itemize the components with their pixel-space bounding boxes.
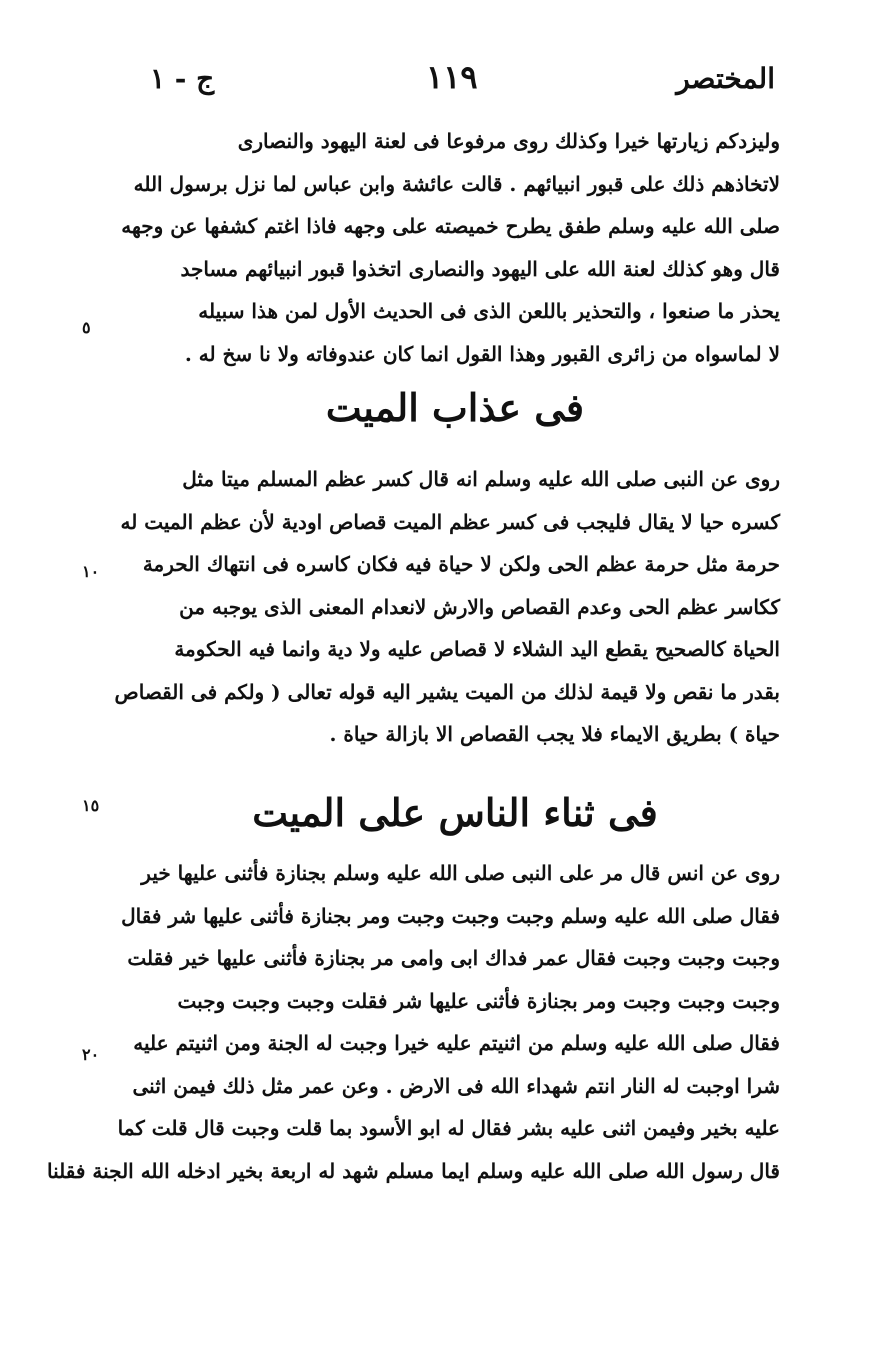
line-number-5: ٥: [82, 318, 91, 337]
text-line: وليزدكم زيارتها خيرا وكذلك روى مرفوعا فى لعنة اليهود والنصارى: [237, 129, 780, 153]
section-heading-torment: فى عذاب الميت: [325, 385, 585, 430]
page-header: [150, 58, 775, 104]
page-number: ١١٩: [426, 58, 478, 96]
text-line: وجبت وجبت وجبت فقال عمر فداك ابى وامى مر بجنازة فأثنى عليها خير فقلت: [127, 946, 780, 970]
text-line: الحياة كالصحيح يقطع اليد الشلاء لا قصاص عليه ولا دية وانما فيه الحكومة: [174, 637, 780, 661]
paragraph-torment: [114, 458, 780, 756]
text-line: شرا اوجبت له النار انتم شهداء الله فى الارض . وعن عمر مثل ذلك فيمن اثنى: [132, 1073, 780, 1098]
text-line: ككاسر عظم الحى وعدم القصاص والارش لانعدام المعنى الذى يوجبه من: [179, 594, 780, 619]
text-line: بقدر ما نقص ولا قيمة لذلك من الميت يشير اليه قوله تعالى ( ولكم فى القصاص: [114, 679, 780, 704]
text-line: فقال صلى الله عليه وسلم من اثنيتم عليه خيرا وجبت له الجنة ومن اثنيتم عليه: [133, 1031, 780, 1055]
text-line: كسره حيا لا يقال فليجب فى كسر عظم الميت قصاص اودية لأن عظم الميت له: [120, 509, 780, 534]
text-line: حياة ) بطريق الايماء فلا يجب القصاص الا بازالة حياة .: [329, 722, 780, 746]
text-line: لاتخاذهم ذلك على قبور انبيائهم . قالت عائشة وابن عباس لما نزل برسول الله: [133, 171, 780, 196]
text-line: قال رسول الله صلى الله عليه وسلم ايما مسلم شهد له اربعة بخير ادخله الله الجنة فقلنا: [47, 1158, 780, 1183]
text-line: قال وهو كذلك لعنة الله على اليهود والنصارى اتخذوا قبور انبيائهم مساجد: [180, 256, 780, 281]
text-line: عليه بخير وفيمن اثنى عليه بشر فقال له ابو الأسود بما قلت وجبت قال قلت كما: [117, 1116, 780, 1140]
text-line: روى عن النبى صلى الله عليه وسلم انه قال كسر عظم المسلم ميتا مثل: [182, 467, 780, 491]
text-line: يحذر ما صنعوا ، والتحذير باللعن الذى فى الحديث الأول لمن هذا سبيله: [198, 299, 780, 323]
text-line: روى عن انس قال مر على النبى صلى الله عليه وسلم بجنازة فأثنى عليها خير: [141, 861, 780, 885]
text-line: حرمة مثل حرمة عظم الحى ولكن لا حياة فيه فكان كاسره فى انتهاك الحرمة: [142, 552, 780, 576]
paragraph-graves: [121, 120, 780, 375]
book-title: المختصر: [676, 62, 775, 95]
line-number-15: ١٥: [82, 796, 100, 815]
volume-label: ج - ١: [150, 62, 215, 95]
text-line: لا لماسواه من زائرى القبور وهذا القول انما كان عندوفاته ولا نا سخ له .: [184, 341, 780, 366]
line-number-20: ٢٠: [82, 1045, 100, 1064]
section-heading-praise: فى ثناء الناس على الميت: [252, 790, 658, 835]
text-line: فقال صلى الله عليه وسلم وجبت وجبت وجبت ومر بجنازة فأثنى عليها شر فقال: [121, 903, 780, 928]
line-number-10: ١٠: [82, 562, 100, 581]
text-line: وجبت وجبت وجبت ومر بجنازة فأثنى عليها شر فقلت وجبت وجبت وجبت: [177, 988, 780, 1013]
text-line: صلى الله عليه وسلم طفق يطرح خميصته على وجهه فاذا اغتم كشفها عن وجهه: [121, 214, 780, 238]
